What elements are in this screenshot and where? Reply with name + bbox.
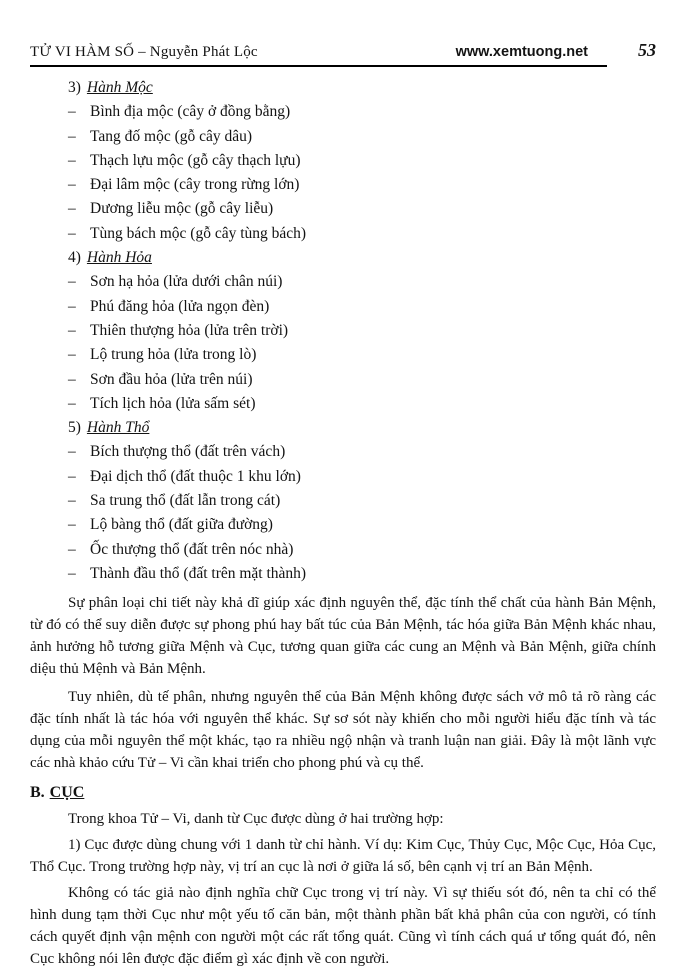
section-heading bbox=[68, 76, 656, 100]
paragraph-cuc-2: Không có tác giả nào định nghĩa chữ Cục trong vị trí này. Vì sự thiếu sót đó, nên ta chỉ có thể hình dung tạm thời Cục như một yếu tố căn bản, một thành phần bất khả phân của con người, có tính cách quyết định vận mệnh con người một các rất tổng quát. Cũng vì tính cách quá ư tổng quát đó, nên Cục không nói lên được đặc điểm gì xác định về con người. bbox=[30, 885, 656, 968]
list-item bbox=[68, 125, 656, 149]
list-item bbox=[68, 295, 656, 319]
dash-bullet: – bbox=[68, 564, 76, 582]
section-title: Hành Thổ bbox=[86, 419, 150, 437]
list-item bbox=[68, 149, 656, 173]
list-item-text: Bình địa mộc (cây ở đồng bằng) bbox=[90, 103, 291, 121]
dash-bullet: – bbox=[68, 467, 76, 485]
list-item bbox=[68, 489, 656, 513]
dash-bullet: – bbox=[68, 127, 76, 145]
section-b-heading bbox=[30, 783, 656, 803]
list-item-text: Lộ trung hỏa (lửa trong lò) bbox=[90, 346, 257, 364]
list-item bbox=[68, 368, 656, 392]
dash-bullet: – bbox=[68, 346, 76, 364]
dash-bullet: – bbox=[68, 443, 76, 461]
section-number: 3) bbox=[68, 79, 81, 96]
list-item-text: Đại dịch thổ (đất thuộc 1 khu lớn) bbox=[90, 467, 301, 485]
book-title: TỬ VI HÀM SỐ – Nguyễn Phát Lộc bbox=[30, 44, 258, 60]
dash-bullet: – bbox=[68, 321, 76, 339]
list-item-text: Phú đăng hỏa (lửa ngọn đèn) bbox=[90, 297, 270, 315]
paragraph-cuc-1: 1) Cục được dùng chung với 1 danh từ chỉ hành. Ví dụ: Kim Cục, Thủy Cục, Mộc Cục, Hỏa Cục, Thổ Cục. Trong trường hợp này, vị trí an cục là nơi ở giữa lá số, bên cạnh vị trí an Bản Mệnh. bbox=[30, 837, 656, 876]
dash-bullet: – bbox=[68, 273, 76, 291]
list-item bbox=[68, 319, 656, 343]
dash-bullet: – bbox=[68, 516, 76, 534]
list-item bbox=[68, 538, 656, 562]
list-item-text: Thành đầu thổ (đất trên mặt thành) bbox=[90, 564, 307, 582]
section-b-title: CỤC bbox=[49, 784, 85, 802]
dash-bullet: – bbox=[68, 151, 76, 169]
list-item bbox=[68, 440, 656, 464]
section-number: 5) bbox=[68, 419, 81, 437]
list-item bbox=[68, 173, 656, 197]
list-item bbox=[68, 392, 656, 416]
list-item bbox=[68, 222, 656, 246]
list-item bbox=[68, 100, 656, 124]
section-number: 4) bbox=[68, 249, 81, 267]
section-title: Hành Hỏa bbox=[86, 249, 152, 267]
website-url: www.xemtuong.net bbox=[455, 44, 588, 60]
list-item-text: Đại lâm mộc (cây trong rừng lớn) bbox=[90, 176, 300, 194]
list-item-text: Ốc thượng thổ (đất trên nóc nhà) bbox=[90, 540, 294, 558]
list-item-text: Thạch lựu mộc (gỗ cây thạch lựu) bbox=[90, 151, 301, 169]
list-item bbox=[68, 197, 656, 221]
list-item-text: Dương liễu mộc (gỗ cây liễu) bbox=[90, 200, 274, 218]
list-item bbox=[68, 465, 656, 489]
dash-bullet: – bbox=[68, 394, 76, 412]
section-hanh-moc bbox=[68, 76, 656, 246]
dash-bullet: – bbox=[68, 224, 76, 242]
list-item-text: Lộ bàng thổ (đất giữa đường) bbox=[90, 516, 273, 534]
page-content bbox=[30, 76, 656, 970]
dash-bullet: – bbox=[68, 200, 76, 218]
list-item-text: Thiên thượng hỏa (lửa trên trời) bbox=[90, 321, 289, 339]
paragraph-ban-menh-1: Sự phân loại chi tiết này khả dĩ giúp xác định nguyên thể, đặc tính thể chất của hành Bản Mệnh, từ đó có thể suy diễn được sự phong phú hay bất túc của Bản Mệnh, tác hóa giữa Bản Mệnh khác nhau, ảnh hưởng hỗ tương giữa Mệnh và Cục, tương quan giữa các cung an Mệnh và Bản Mệnh, giữa chính diệu thủ Mệnh và Bản Mệnh. bbox=[30, 595, 656, 678]
list-item-text: Sa trung thổ (đất lẫn trong cát) bbox=[90, 492, 281, 510]
dash-bullet: – bbox=[68, 297, 76, 315]
dash-bullet: – bbox=[68, 176, 76, 194]
dash-bullet: – bbox=[68, 540, 76, 558]
section-heading bbox=[68, 416, 656, 440]
list-item-text: Bích thượng thổ (đất trên vách) bbox=[90, 443, 286, 461]
list-item bbox=[68, 562, 656, 586]
dash-bullet: – bbox=[68, 370, 76, 388]
paragraph-ban-menh-2: Tuy nhiên, dù tế phân, nhưng nguyên thể của Bản Mệnh không được sách vở mô tả rõ ràng các đặc tính nhất là tác hóa với nguyên thể khác. Sự sơ sót này khiến cho mỗi người hiểu đặc tính và tác dụng của mỗi nguyên thể một khác, tạo ra nhiều ngộ nhận và tranh luận nan giải. Đây là một lãnh vực các nhà khảo cứu Tử – Vi cần khai triển cho phong phú và cụ thể. bbox=[30, 689, 656, 772]
section-b-label: B. bbox=[30, 784, 45, 802]
page-number: 53 bbox=[638, 40, 656, 60]
section-title: Hành Mộc bbox=[86, 79, 153, 96]
list-item bbox=[68, 513, 656, 537]
header-divider bbox=[30, 65, 607, 67]
list-item bbox=[68, 270, 656, 294]
section-b-intro: Trong khoa Tử – Vi, danh từ Cục được dùng ở hai trường hợp: bbox=[68, 811, 444, 828]
page-header bbox=[30, 40, 656, 61]
list-item-text: Tùng bách mộc (gỗ cây tùng bách) bbox=[90, 224, 307, 242]
list-item bbox=[68, 343, 656, 367]
dash-bullet: – bbox=[68, 492, 76, 510]
list-item-text: Sơn hạ hỏa (lửa dưới chân núi) bbox=[90, 273, 283, 291]
dash-bullet: – bbox=[68, 103, 76, 121]
list-item-text: Sơn đầu hỏa (lửa trên núi) bbox=[90, 370, 253, 388]
list-item-text: Tích lịch hỏa (lửa sấm sét) bbox=[90, 394, 256, 412]
section-hanh-hoa bbox=[68, 246, 656, 416]
section-heading bbox=[68, 246, 656, 270]
section-hanh-tho bbox=[68, 416, 656, 586]
list-item-text: Tang đố mộc (gỗ cây dâu) bbox=[90, 127, 253, 145]
